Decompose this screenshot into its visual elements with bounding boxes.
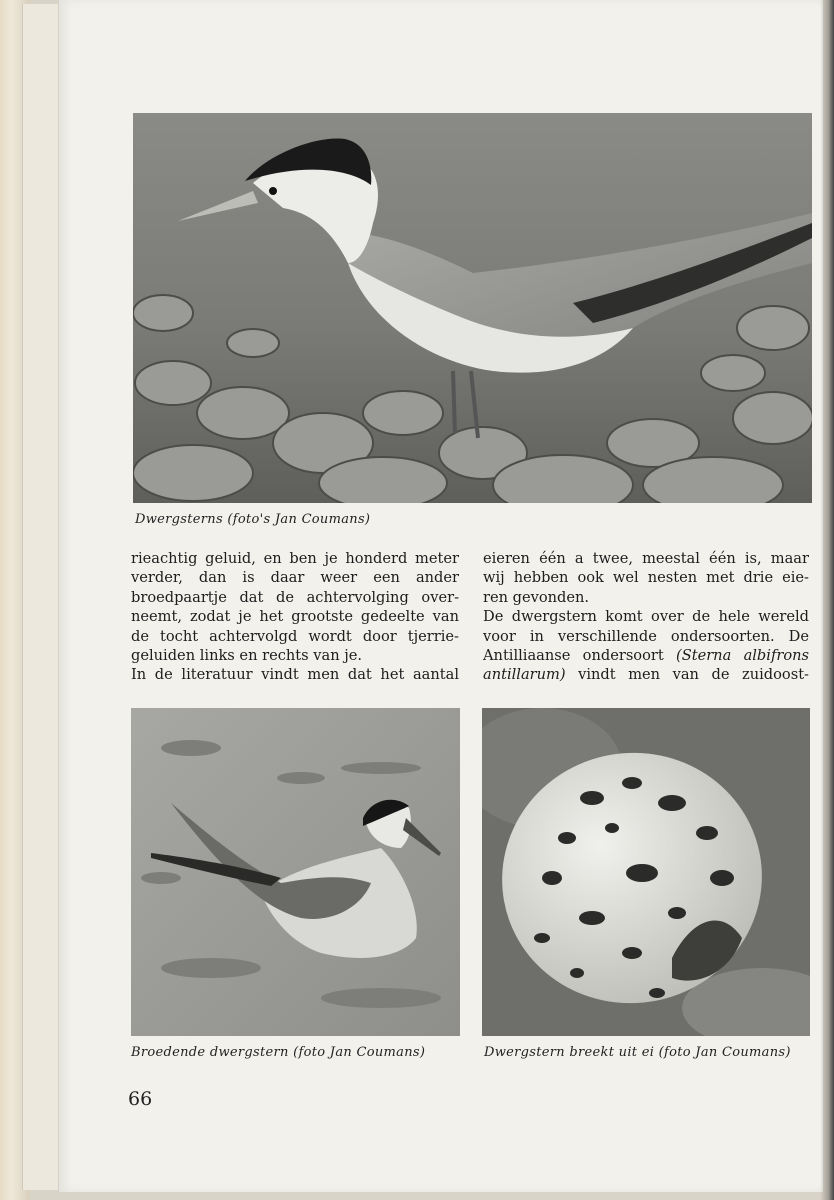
page-number: 66 xyxy=(128,1088,153,1110)
spine-shadow xyxy=(820,0,834,1200)
text-line: In de literatuur vindt men dat het aantal xyxy=(131,666,459,684)
text-segment: Antilliaanse ondersoort xyxy=(483,647,677,665)
text-line: neemt, zodat je het grootste gedeelte van xyxy=(131,608,459,626)
text-line: rieachtig geluid, en ben je honderd meter xyxy=(131,550,459,567)
text-line: verder, dan is daar weer een ander xyxy=(131,569,459,587)
text-line: wij hebben ook wel nesten met drie eie- xyxy=(483,569,809,587)
photo-hatching-egg xyxy=(482,708,810,1036)
text-column-right xyxy=(483,549,809,685)
photo-brooding-tern xyxy=(131,708,460,1036)
text-line: voor in verschillende ondersoorten. De xyxy=(483,627,809,645)
species-name: antillarum) xyxy=(483,666,566,684)
text-column-left xyxy=(131,549,459,685)
caption-bottom-right: Dwergstern breekt uit ei (foto Jan Coumans) xyxy=(484,1045,791,1060)
text-line: geluiden links en rechts van je. xyxy=(131,647,363,665)
text-line xyxy=(483,646,809,665)
text-line: broedpaartje dat de achtervolging over- xyxy=(131,588,459,606)
text-line: de tocht achtervolgd wordt door tjerrie- xyxy=(131,627,459,645)
text-line: eieren één a twee, meestal één is, maar xyxy=(483,550,809,567)
caption-bottom-left: Broedende dwergstern (foto Jan Coumans) xyxy=(131,1045,426,1060)
photo-tern-on-pebbles xyxy=(133,113,812,503)
text-line: De dwergstern komt over de hele wereld xyxy=(483,608,809,626)
caption-top: Dwergsterns (foto's Jan Coumans) xyxy=(135,512,371,527)
text-segment: vindt men van de zuidoost- xyxy=(565,666,809,684)
text-line xyxy=(483,665,809,684)
text-line: ren gevonden. xyxy=(483,588,590,606)
species-name: (Sterna albifrons xyxy=(676,647,809,665)
